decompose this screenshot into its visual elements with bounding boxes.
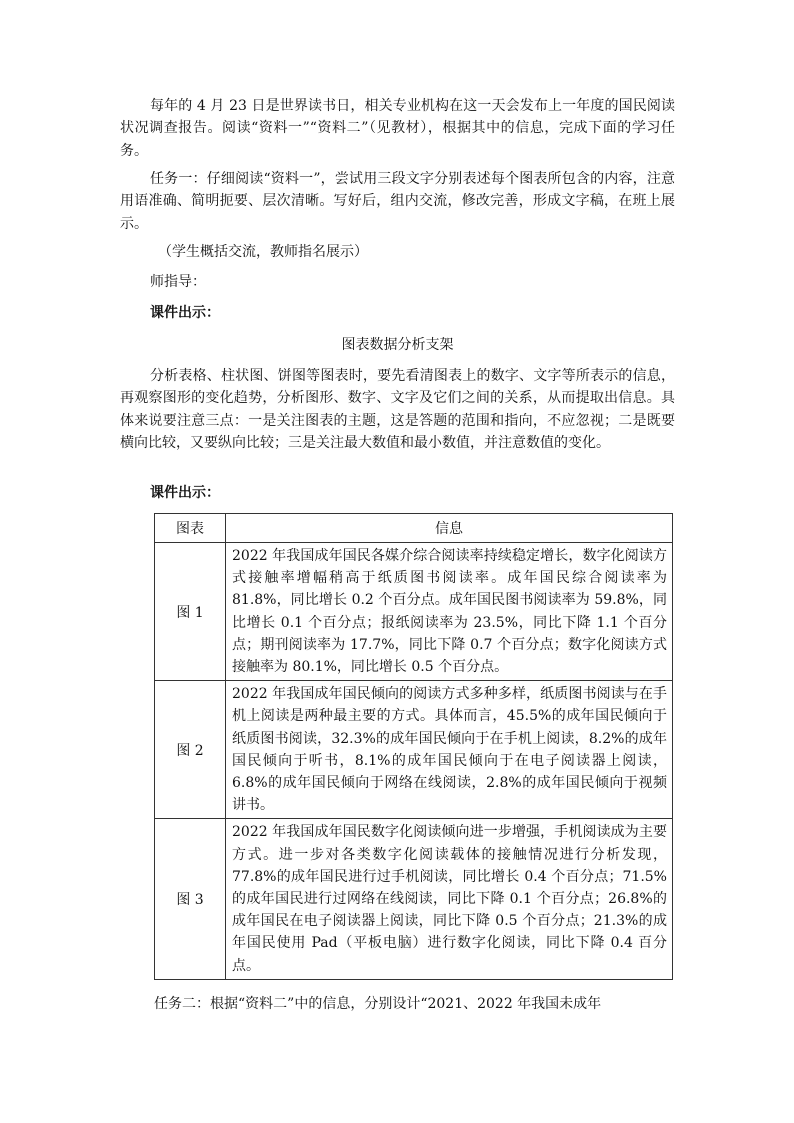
intro-paragraph: 每年的 4 月 23 日是世界读书日，相关专业机构在这一天会发布上一年度的国民阅读状况调查报告。阅读“资料一”“资料二”（见教材），根据其中的信息，完成下面的学习任务。 [120, 98, 675, 159]
task-two-paragraph: 任务二：根据“资料二”中的信息，分别设计“2021、2022 年我国未成年 [154, 996, 602, 1012]
courseware-label-2: 课件出示： [150, 485, 220, 501]
table-header-row [155, 514, 673, 543]
header-chart: 图表 [155, 514, 226, 543]
row-label: 图 1 [155, 543, 226, 681]
row-text: 2022 年我国成年国民倾向的阅读方式多种多样，纸质图书阅读与在手机上阅读是两种最主要的方式。具体而言，45.5%的成年国民倾向于纸质图书阅读，32.3%的成年国民倾向于在手机上阅读，8.2%的成年国民倾向于听书，8.1%的成年国民倾向于在电子阅读器上阅读，6.8%的成年国民倾向于网络在线阅读，2.8%的成年国民倾向于视频讲书。 [226, 681, 673, 819]
teacher-guidance-label: 师指导： [150, 274, 206, 290]
table-row [155, 681, 673, 819]
task-one-paragraph: 任务一：仔细阅读“资料一”，尝试用三段文字分别表述每个图表所包含的内容，注意用语准确、简明扼要、层次清晰。写好后，组内交流，修改完善，形成文字稿，在班上展示。 [120, 171, 675, 232]
header-info: 信息 [226, 514, 673, 543]
row-text: 2022 年我国成年国民数字化阅读倾向进一步增强，手机阅读成为主要方式。进一步对各类数字化阅读载体的接触情况进行分析发现，77.8%的成年国民进行过手机阅读，同比增长 0.4 个百分点；71.5%的成年国民进行过网络在线阅读，同比下降 0.1 个百分点；26.8%的成年国民在电子阅读器上阅读，同比下降 0.5 个百分点；21.3%的成年国民使用 Pad（平板电脑）进行数字化阅读，同比下降 0.4 百分点。 [226, 819, 673, 979]
courseware-label-1: 课件出示： [150, 305, 220, 321]
row-label: 图 3 [155, 819, 226, 979]
info-table [154, 513, 673, 980]
row-text: 2022 年我国成年国民各媒介综合阅读率持续稳定增长，数字化阅读方式接触率增幅稍高于纸质图书阅读率。成年国民综合阅读率为 81.8%，同比增长 0.2 个百分点。成年国民图书阅读率为 59.8%，同比增长 0.1 个百分点；报纸阅读率为 23.5%，同比下降 1.1 个百分点；期刊阅读率为 17.7%，同比下降 0.7 个百分点；数字化阅读方式接触率为 80.1%，同比增长 0.5 个百分点。 [226, 543, 673, 681]
student-note: （学生概括交流，教师指名展示） [158, 244, 368, 260]
row-label: 图 2 [155, 681, 226, 819]
framework-paragraph: 分析表格、柱状图、饼图等图表时，要先看清图表上的数字、文字等所表示的信息，再观察图形的变化趋势，分析图形、数字、文字及它们之间的关系，从而提取出信息。具体来说要注意三点：一是关注图表的主题，这是答题的范围和指向，不应忽视；二是既要横向比较，又要纵向比较；三是关注最大数值和最小数值，并注意数值的变化。 [120, 368, 675, 451]
table-row [155, 543, 673, 681]
framework-title: 图表数据分析支架 [341, 337, 454, 353]
table-row [155, 819, 673, 979]
